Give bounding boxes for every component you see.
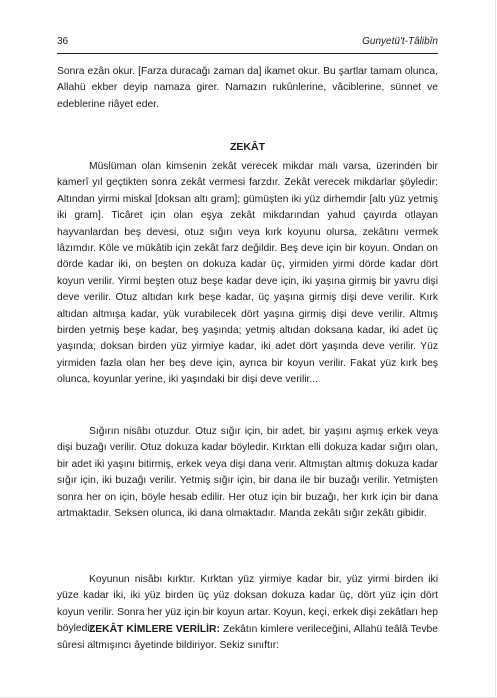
intro-paragraph [57, 64, 438, 113]
zekat-text-2: Sığırın nisâbı otuzdur. Otuz sığır için, bir adet, bir yaşını aşmış erkek veya dişi buzağı verilir. Otuz dokuza kadar böyledir. Kırktan elli dokuza kadar sığırı olan, bir adet iki yaşını bitirmiş, erkek veya dişi dana verir. Altmıştan altmış dokuza kadar sığır için, iki buzağı verilir. Yetmiş sığır için, bir dana ile bir buzağı verilir. Yetmişten sonra her on için, böyle hesab edilir. Her otuz için bir buzağı, her kırk için bir dana artmaktadır. Seksen olunca, iki dana olmaktadır. Manda zekâtı sığır zekâtı gibidir. [57, 426, 438, 520]
zekat-text-3: Koyunun nisâbı kırktır. Kırktan yüz yirmiye kadar bir, yüz yirmi birden iki yüze kadar iki, iki yüz birden üç yüz doksan dokuza kadar üç, dört yüz için dört koyun verilir. Sonra her yüz için bir koyun artar. Koyun, keçi, erkek dişi zekâtları hep böyledir. [57, 574, 438, 635]
zekat-text-1: Müslüman olan kimsenin zekât verecek mikdar malı varsa, üzerinden bir kamerî yıl geçtikten sonra zekât vermesi farzdır. Zekât verecek mikdarlar şöyledir: Altından yirmi miskal [doksan altı gram]; gümüşten iki yüz dirhemdir [altı yüz yetmiş iki gram]. Ticâret için olan eşya zekât mikdarından yahud çayırda otlayan hayvanlardan beş devesi, otuz sığırı veya kırk koyunu olursa, zekâtını vermek lâzımdır. Köle ve mükâtib için zekât farz değildir. Beş deve için bir koyun. Ondan on dörde kadar iki, on beşten on dokuza kadar üç, yirmiden yirmi dörde kadar dört koyun verilir. Yirmi beşten otuz beşe kadar deve için, iki yaşına girmiş bir yavru dişi deve verilir. Otuz altıdan kırk beşe kadar, üç yaşına girmiş dişi deve verilir. Kırk altıdan altmışa kadar, yük vurabilecek dört yaşına girmiş dişi deve verilir. Altmış birden yetmiş beşe kadar, beş yaşında; yetmiş altıdan doksana kadar, iki adet üç yaşında; doksan birden yüz yirmiye kadar, iki adet dört yaşında deve verilir. Yüz yirmiden fazla olan her beş deve için, ayrıca bir koyun verilir. Fakat yüz kırk beş olunca, koyunlar yerine, iki yaşındaki bir dişi deve verilir... [57, 161, 438, 386]
intro-text: Sonra ezân okur. [Farza duracağı zaman da] ikamet okur. Bu şartlar tamam olunca, Allahü ekber deyip namaza girer. Namazın rukûnlerine, vâciblerine, sünnet ve edeblerine riâyet eder. [57, 66, 438, 110]
zekat-paragraph-2 [57, 424, 438, 522]
zekat-paragraph-4 [57, 622, 438, 655]
run-in-heading: ZEKÂT KİMLERE VERİLİR: [89, 624, 220, 635]
header-rule [57, 53, 438, 54]
page-header [57, 36, 438, 48]
page-number: 36 [57, 36, 69, 47]
zekat-paragraph-1 [57, 159, 438, 389]
section-heading-zekat: ZEKÂT [230, 141, 265, 153]
page-edge-right [495, 0, 496, 698]
running-title: Gunyetü't-Tâlibîn [362, 36, 438, 47]
zekat-text-4-body: Zekâtın kimlere verileceğini, Allahü teâlâ Tevbe sûresi altmışıncı âyetinde bildiriyor. Sekiz sınıftır: [57, 624, 438, 652]
zekat-text-4 [57, 622, 438, 655]
